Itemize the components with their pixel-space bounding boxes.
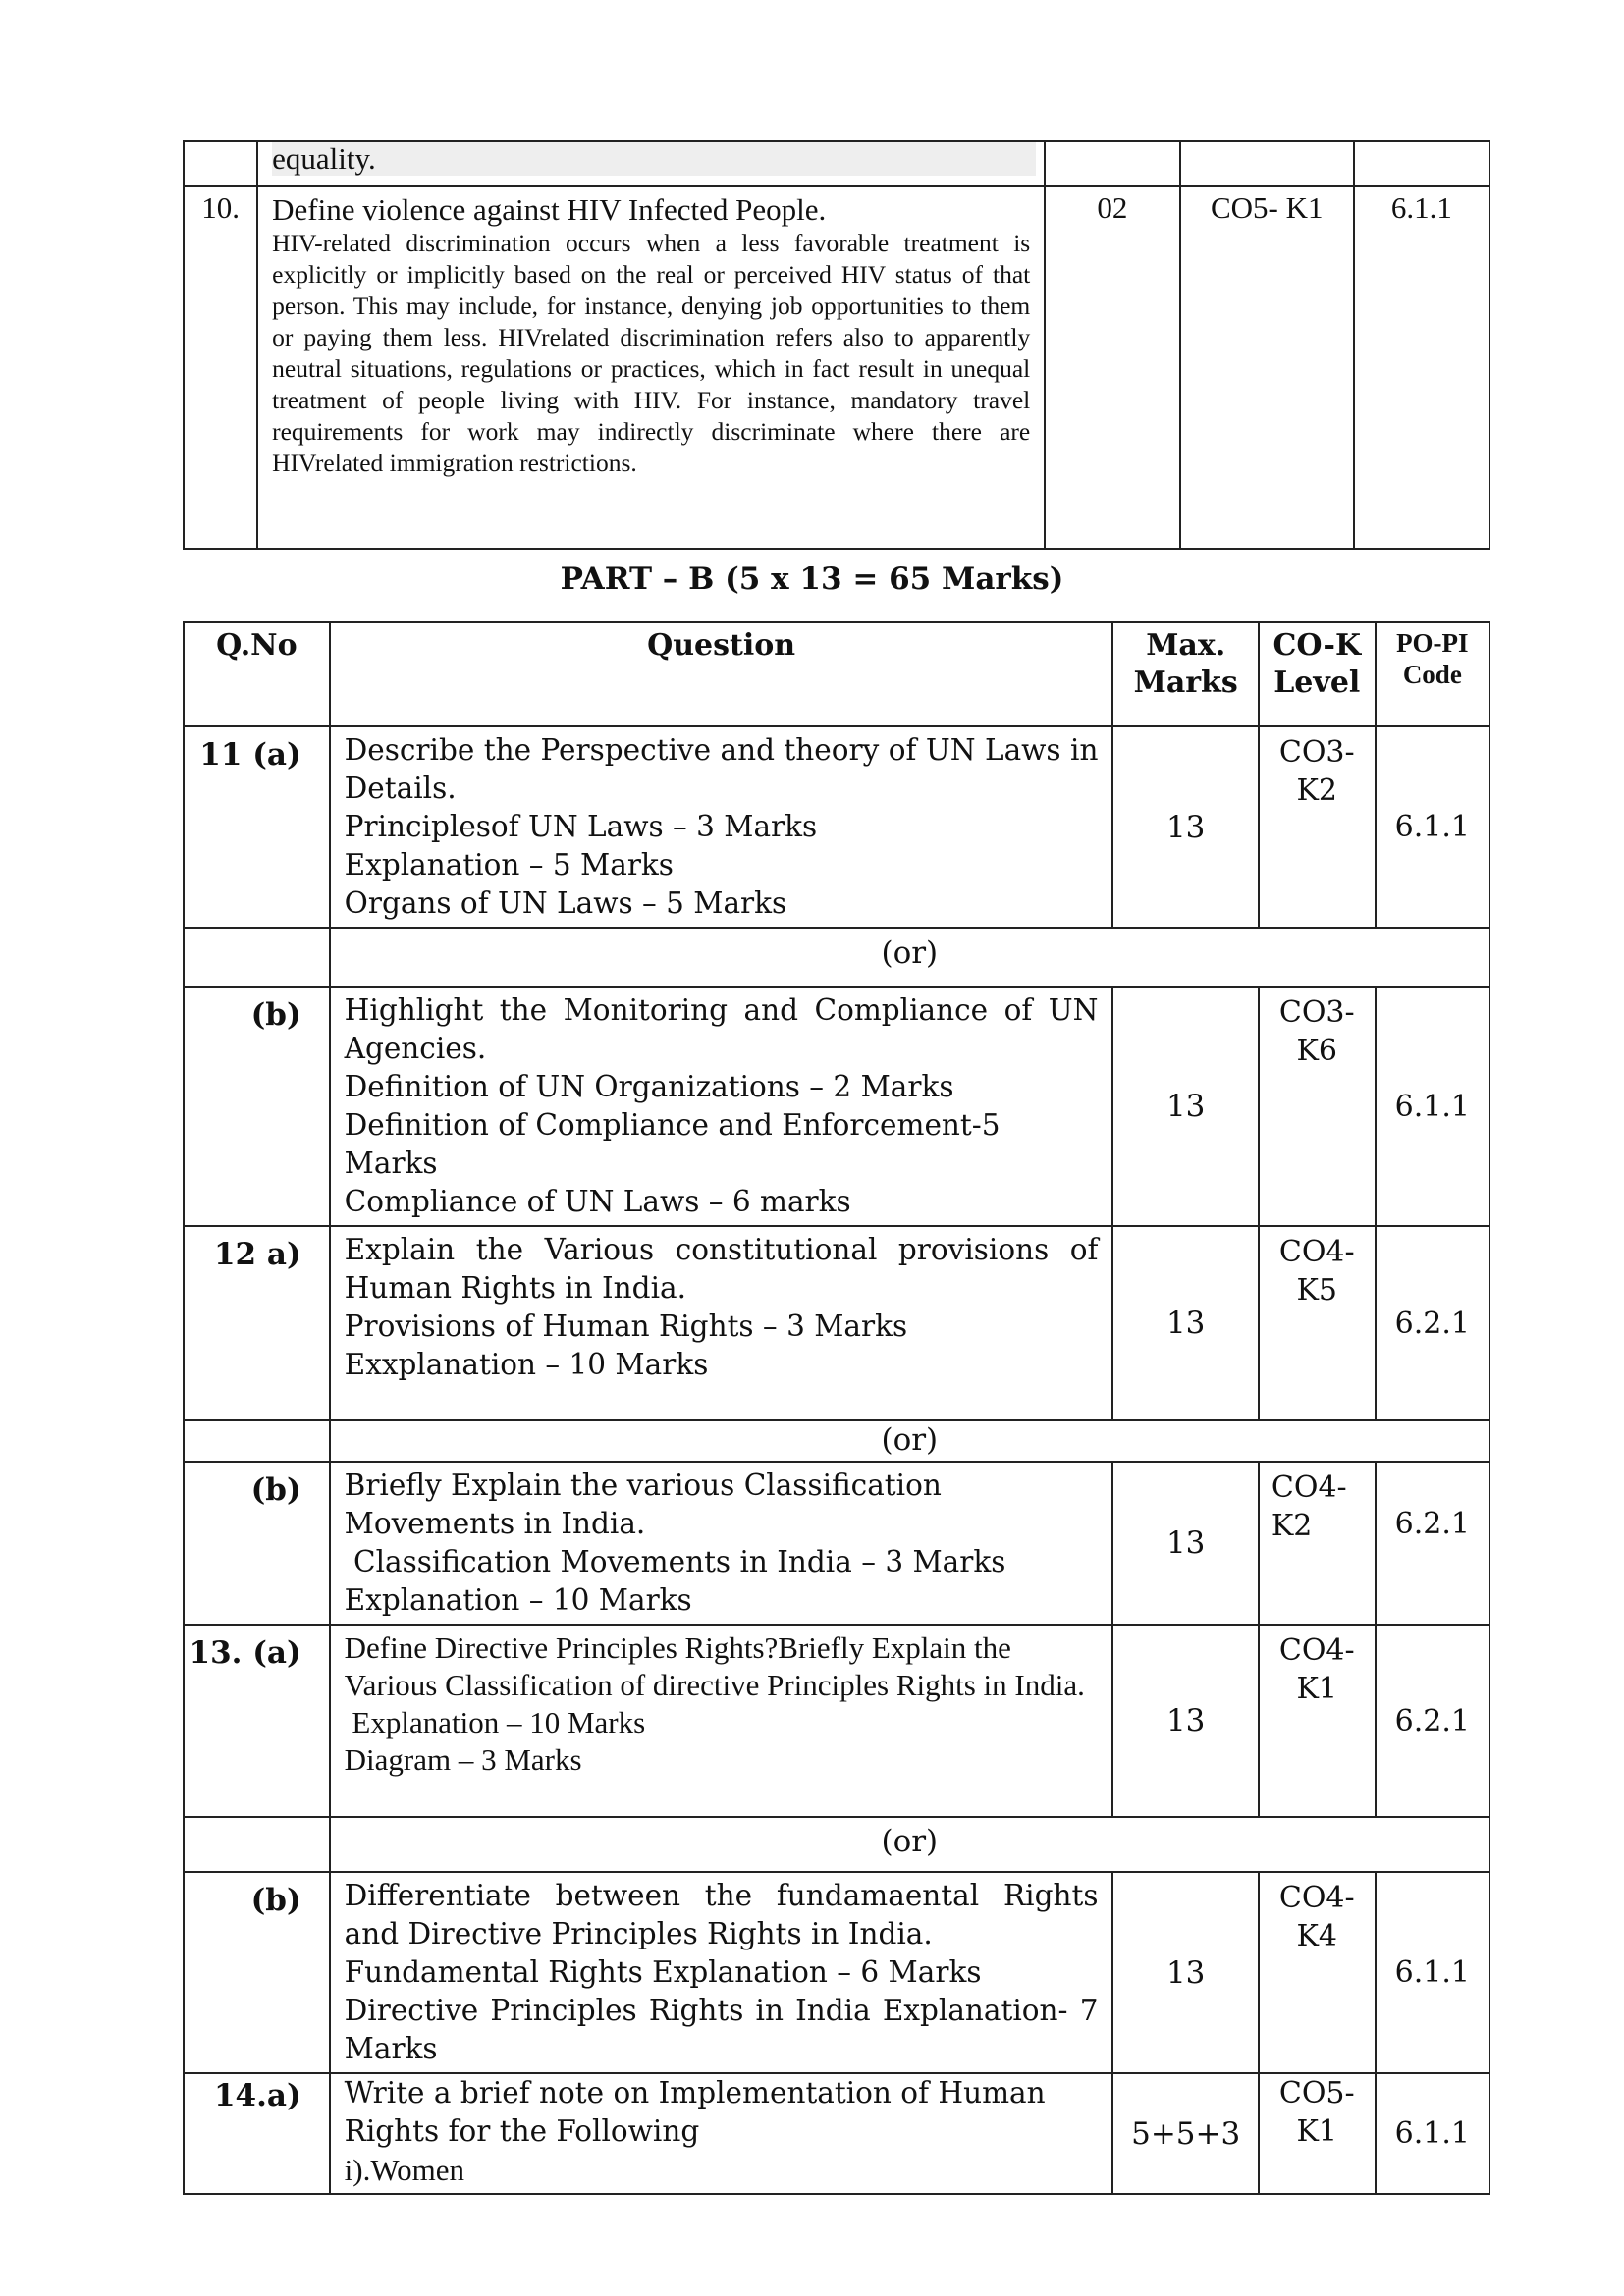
question-cell (330, 726, 1113, 928)
po-code-value: 6.1.1 (1354, 186, 1489, 549)
k-level: K4 (1296, 1919, 1338, 1953)
empty-cell (184, 1817, 330, 1872)
co-level-cell (1259, 1226, 1376, 1420)
part-b-table (183, 621, 1490, 2195)
question-number: 14.a) (184, 2073, 330, 2194)
k-level: K1 (1296, 2114, 1338, 2149)
co-level-value: CO5- K1 (1180, 186, 1354, 549)
co-cell (1180, 141, 1354, 186)
table-row (184, 726, 1489, 928)
marks-value: 02 (1045, 186, 1179, 549)
po-code-value: 6.2.1 (1376, 1226, 1489, 1420)
answer-text: HIV-related discrimination occurs when a less favorable treatment is explicitly or implicitly based on the real or perceived HIV status of that person. This may include, for instance, denying job opportunities to them or paying them less. HIVrelated discrimination refers also to apparently neutral situations, regulations or practices, which in fact result in unequal treatment of people living with HIV. For instance, mandatory travel requirements for work may indirectly discriminate where there are HIVrelated immigration restrictions. (272, 229, 1031, 477)
po-code-value: 6.1.1 (1376, 726, 1489, 928)
co-level-cell (1259, 726, 1376, 928)
question-text: Explain the Various constitutional provisions of Human Rights in India. (344, 1233, 1099, 1305)
table-row (184, 987, 1489, 1226)
header-co-k: CO-K Level (1259, 622, 1376, 726)
question-text: Highlight the Monitoring and Compliance of UN Agencies. (344, 993, 1099, 1065)
question-number: (b) (184, 1462, 330, 1625)
co-level: CO4- (1278, 1235, 1355, 1269)
empty-cell (184, 928, 330, 987)
marks-breakdown: Explanation – 10 Marks (344, 1583, 692, 1617)
or-separator: (or) (330, 928, 1489, 987)
po-code-value: 6.1.1 (1376, 2073, 1489, 2194)
co-level-cell (1259, 2073, 1376, 2194)
marks-value: 13 (1112, 1625, 1258, 1817)
table-row (184, 1872, 1489, 2073)
question-text: Describe the Perspective and theory of UN Laws in Details. (344, 733, 1099, 805)
question-cell (330, 1872, 1113, 2073)
co-level: CO4- (1278, 1633, 1355, 1668)
sub-item: i).Women (344, 2153, 464, 2187)
header-row (184, 622, 1489, 726)
co-level-cell (1259, 1872, 1376, 2073)
question-text: Write a brief note on Implementation of Human Rights for the Following (344, 2076, 1046, 2148)
question-cell (330, 2073, 1113, 2194)
marks-breakdown: Provisions of Human Rights – 3 Marks (344, 1309, 908, 1343)
question-number: 13. (a) (184, 1625, 330, 1817)
marks-breakdown: Classification Movements in India – 3 Marks (344, 1545, 1006, 1578)
or-row (184, 1420, 1489, 1462)
table-row (184, 186, 1489, 549)
qno-cell (184, 141, 257, 186)
part-b-title: PART – B (5 x 13 = 65 Marks) (560, 561, 1064, 597)
po-code-value: 6.2.1 (1376, 1625, 1489, 1817)
marks-breakdown: Organs of UN Laws – 5 Marks (344, 886, 787, 920)
marks-value: 13 (1112, 1226, 1258, 1420)
co-level: CO4- (1271, 1470, 1347, 1505)
question-number: 10. (184, 186, 257, 549)
marks-value: 13 (1112, 1872, 1258, 2073)
question-cell (257, 186, 1045, 549)
or-row (184, 1817, 1489, 1872)
co-level-cell (1259, 1625, 1376, 1817)
marks-breakdown: Fundamental Rights Explanation – 6 Marks (344, 1955, 982, 1989)
question-cell (330, 987, 1113, 1226)
po-code-value: 6.1.1 (1376, 1872, 1489, 2073)
table-row (184, 1625, 1489, 1817)
po-cell (1354, 141, 1489, 186)
co-level: CO3- (1278, 995, 1355, 1030)
marks-cell (1045, 141, 1179, 186)
question-text: Differentiate between the fundamaental Rights and Directive Principles Rights in India. (344, 1879, 1099, 1950)
marks-breakdown: Directive Principles Rights in India Explanation- 7 Marks (344, 1994, 1099, 2065)
marks-breakdown: Compliance of UN Laws – 6 marks (344, 1185, 851, 1218)
co-level: CO5- (1278, 2076, 1355, 2110)
marks-value: 5+5+3 (1112, 2073, 1258, 2194)
marks-breakdown: Diagram – 3 Marks (344, 1742, 582, 1777)
marks-breakdown: Principlesof UN Laws – 3 Marks (344, 810, 818, 843)
k-level: K2 (1296, 774, 1338, 808)
header-question: Question (330, 622, 1113, 726)
question-cell (330, 1625, 1113, 1817)
question-text: Define Directive Principles Rights?Briefly Explain the Various Classification of directive Principles Rights in India. (344, 1630, 1085, 1702)
k-level: K6 (1296, 1034, 1338, 1068)
po-code-value: 6.1.1 (1376, 987, 1489, 1226)
or-separator: (or) (330, 1420, 1489, 1462)
question-cell (330, 1226, 1113, 1420)
table-row (184, 2073, 1489, 2194)
question-number: (b) (184, 1872, 330, 2073)
question-text: Define violence against HIV Infected People. (272, 192, 827, 227)
co-level: CO4- (1278, 1881, 1355, 1915)
question-cell (330, 1462, 1113, 1625)
header-marks: Max. Marks (1112, 622, 1258, 726)
question-text: Briefly Explain the various Classification Movements in India. (344, 1468, 942, 1540)
or-separator: (or) (330, 1817, 1489, 1872)
co-level: CO3- (1278, 735, 1355, 770)
table-row (184, 1462, 1489, 1625)
marks-breakdown: Explanation – 5 Marks (344, 848, 674, 881)
k-level: K2 (1271, 1509, 1313, 1543)
marks-breakdown: Definition of Compliance and Enforcement-5 Marks (344, 1108, 1001, 1180)
marks-breakdown: Explanation – 10 Marks (344, 1705, 646, 1739)
question-tail: equality. (272, 142, 1036, 176)
marks-breakdown: Exxplanation – 10 Marks (344, 1348, 709, 1381)
question-number: 12 a) (184, 1226, 330, 1420)
co-level-cell (1259, 987, 1376, 1226)
empty-cell (184, 1420, 330, 1462)
po-code-value: 6.2.1 (1376, 1462, 1489, 1625)
k-level: K5 (1296, 1273, 1338, 1308)
marks-value: 13 (1112, 726, 1258, 928)
question-cell (257, 141, 1045, 186)
marks-value: 13 (1112, 987, 1258, 1226)
part-a-table (183, 140, 1490, 550)
header-po-pi: PO-PI Code (1376, 622, 1489, 726)
co-level-cell (1259, 1462, 1376, 1625)
table-row (184, 141, 1489, 186)
k-level: K1 (1296, 1672, 1338, 1706)
table-row (184, 1226, 1489, 1420)
question-number: (b) (184, 987, 330, 1226)
marks-value: 13 (1112, 1462, 1258, 1625)
or-row (184, 928, 1489, 987)
marks-breakdown: Definition of UN Organizations – 2 Marks (344, 1070, 954, 1103)
header-qno: Q.No (184, 622, 330, 726)
question-number: 11 (a) (184, 726, 330, 928)
